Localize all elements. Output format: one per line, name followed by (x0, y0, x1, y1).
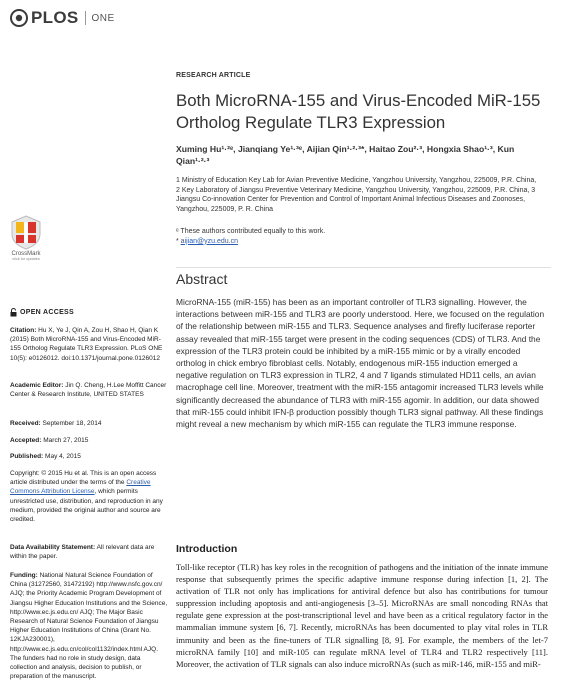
crossmark-label: CrossMark (11, 251, 41, 257)
open-access-badge (10, 308, 74, 317)
received-block (10, 419, 168, 428)
funding-block (10, 571, 168, 681)
contribution-notes (176, 227, 476, 246)
article-type: RESEARCH ARTICLE (176, 72, 251, 79)
crossmark-sublabel: click for updates (12, 257, 40, 261)
logo-text: PLOS (31, 8, 79, 27)
corresponding-email-link[interactable]: aijian@yzu.edu.cn (180, 237, 238, 245)
license-link[interactable]: Creative Commons Attribution License (10, 479, 151, 496)
logo-separator (85, 11, 86, 25)
author-list: Xuming Hu¹·²ᵉ, Jianqiang Ye¹·³ᵉ, Aijian Qin¹·²·³*, Haitao Zou²·³, Hongxia Shao¹·³, Kun Qian¹·²·³ (176, 144, 515, 166)
received-label: Received: (10, 420, 41, 427)
citation-label: Citation: (10, 327, 37, 334)
equal-contribution-note: ᵉ These authors contributed equally to this work. (176, 228, 326, 235)
plos-logo[interactable] (10, 9, 115, 27)
crossmark-icon (10, 214, 42, 250)
editor-label: Academic Editor: (10, 382, 64, 389)
open-access-label: OPEN ACCESS (20, 309, 74, 316)
data-availability-label: Data Availability Statement: (10, 544, 96, 551)
open-lock-icon (10, 308, 17, 317)
published-block (10, 452, 168, 461)
published-date: May 4, 2015 (45, 453, 81, 460)
published-label: Published: (10, 453, 44, 460)
corresponding-marker: * (176, 237, 181, 245)
accepted-block (10, 436, 168, 445)
funding-label: Funding: (10, 572, 38, 579)
affiliations: 1 Ministry of Education Key Lab for Avian Preventive Medicine, Yangzhou University, Yangzhou, 225009, P.R. China, 2 Key Laboratory of Jiangsu Preventive Veterinary Medicine, Yangzhou University, Yangzhou, 225009, P.R. China, 3 Jiangsu Co-innovation Center for Prevention and Control of Important Animal Infectious Diseases and Zoonoses, Yangzhou, 225009, P. R. China (176, 177, 537, 213)
journal-name: ONE (91, 12, 115, 24)
abstract-divider (176, 267, 551, 268)
editor-block (10, 381, 168, 399)
crossmark-badge[interactable] (10, 214, 42, 261)
funding-text: National Natural Science Foundation of China (31272560, 31472192) http://www.nsfc.gov.cn/ AJQ; the Priority Academic Program Development of Jiangsu Higher Education Institutions and the Science, http://www.ec.js.edu.cn/ AJQ; The Major Basic Research of Natural Science Foundation of Jiangsu Higher Education Institutions of China (Grant No. 12KJA230001), http://www.ec.js.edu.cn/col/col1132/index.html AJQ. The funders had no role in study design, data collection and analysis, decision to publish, or preparation of the manuscript. (10, 572, 168, 681)
data-availability-block (10, 543, 168, 561)
received-date: September 18, 2014 (42, 420, 102, 427)
editor-text: Jin Q. Cheng, H.Lee Moffitt Cancer Center & Research Institute, UNITED STATES (10, 382, 167, 399)
corresponding-author (176, 237, 476, 247)
data-availability-text: All relevant data are within the paper. (10, 544, 155, 561)
article-title: Both MicroRNA-155 and Virus-Encoded MiR-155 Ortholog Regulate TLR3 Expression (176, 91, 541, 132)
accepted-label: Accepted: (10, 437, 42, 444)
copyright-text-end: , which permits unrestricted use, distribution, and reproduction in any medium, provided the original author and source are credited. (10, 488, 163, 524)
citation-block (10, 326, 168, 363)
introduction-text: Toll-like receptor (TLR) has key roles in the recognition of pathogens and the initiation of the innate immune response that subsequently primes the specific adaptive immune response during infection [1, 2]. The activation of TLR not only has implications for antiviral defence but also has contributions for tumour suppression including apoptosis and anti-angiogenesis [3–5]. MicroRNAs are small noncoding RNAs that regulate gene expression at the post-transcriptional level and have been as a critical regulatory factor in the mammalian immune system [6, 7]. Recently, microRNAs has been documented to play vital roles in TLR immunity and been as the fine-tuners of TLR signalling [8, 9]. For example, the members of the let-7 microRNA family [10] and miR-105 can regulate mRNA level of TLR4 and TLR2 respectively [11]. Moreover, the activation of TLR signals can also induce microRNAs (such as miR-146, miR-155 and miR- (176, 562, 548, 669)
citation-text: Hu X, Ye J, Qin A, Zou H, Shao H, Qian K (2015) Both MicroRNA-155 and Virus-Encoded MiR-155 Ortholog Regulate TLR3 Expression. PLoS ONE 10(5): e0126012. doi:10.1371/journal.pone.0126012 (10, 327, 163, 362)
plos-logo-icon (10, 9, 28, 27)
copyright-text: Copyright: © 2015 Hu et al. This is an open access article distributed under the terms of the (10, 470, 157, 487)
abstract-heading: Abstract (176, 271, 228, 287)
copyright-block (10, 469, 168, 524)
abstract-text: MicroRNA-155 (miR-155) has been as an important controller of TLR3 signalling. However, the interactions between miR-155 and TLR3 are poorly understood. Here, we focused on the regulation of the relationship between miR-155 and TLR3. Sequence analyses and firefly luciferase reporter assay revealed that miR-155 target were present in the coding sequences (CDS) of TLR3. And the expression of the TLR3 protein could be inhibited by a miR-155 mimic or by a virally encoded ortholog in chick embryo fibroblast cells. Notably, endogenous miR-155 induction emerged a negative regulation on TLR3 expression in TLR2, 4 and 7 ligands stimulated HD11 cells, an avian macrophage cell line. Moreover, treatment with the miR-155 antagomir increased TLR3 levels while significantly decreased the abundance of TLR3 with miR-155 agomir. In addition, our data showed that miR-155 could inhibit IFN-β production possibly though TLR3 signal pathway. All these findings might reveal a new mechanism by which miR-155 can regulate the TLR3 immune response. (176, 297, 545, 430)
introduction-heading: Introduction (176, 543, 238, 555)
accepted-date: March 27, 2015 (43, 437, 89, 444)
